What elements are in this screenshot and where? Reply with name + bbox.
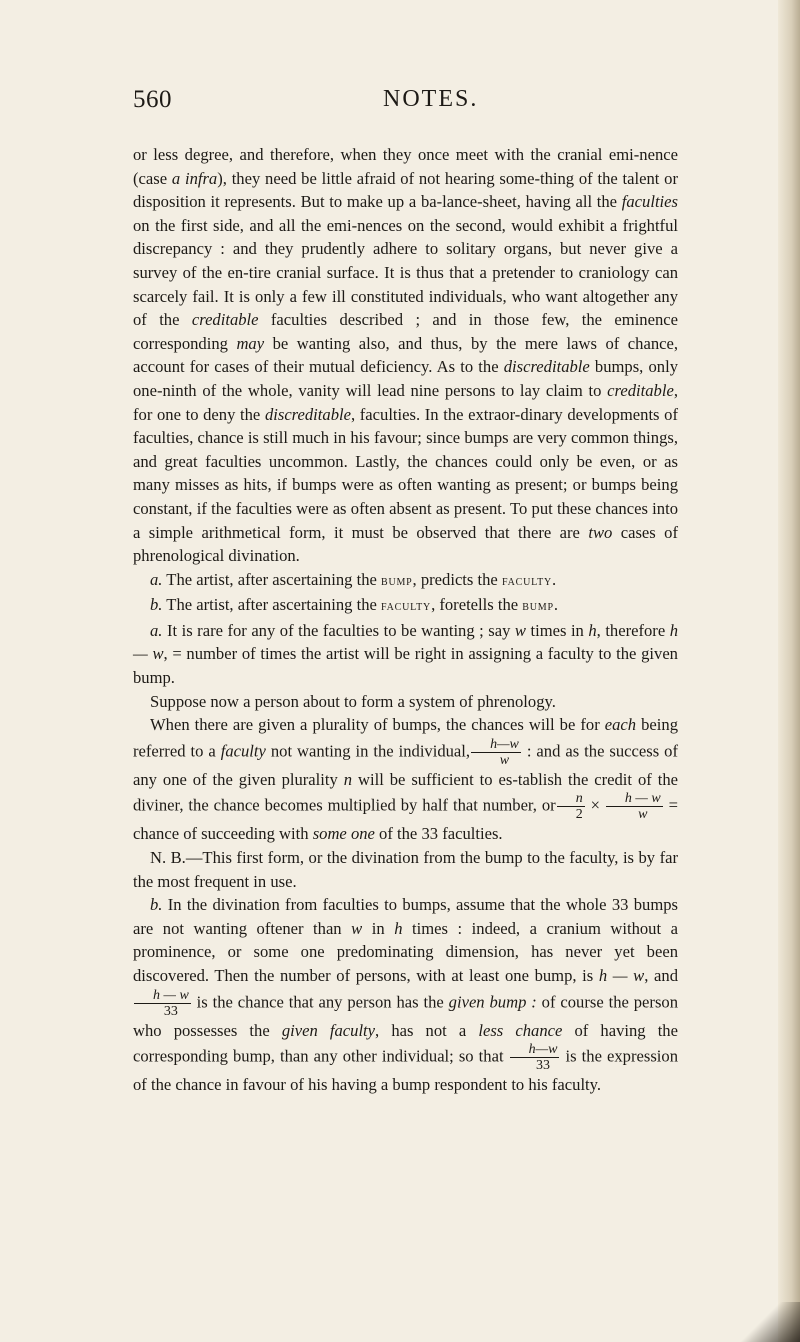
fraction-numerator: h—w (471, 737, 521, 753)
text-run: , for one to deny the (133, 380, 678, 424)
fraction-numerator: h — w (134, 988, 191, 1004)
text-run: = chance of succeeding with (133, 795, 679, 844)
text-run: is the expression of the chance in favour of his having a bump respondent to his faculty. (133, 1046, 678, 1095)
case-a-rare (133, 619, 678, 690)
fraction-denominator: 33 (163, 1003, 178, 1019)
paragraph-chance (133, 143, 678, 568)
italic-run: discreditable (264, 404, 351, 424)
math-var: w (514, 620, 526, 640)
italic-run: given bump : (448, 991, 537, 1011)
text-run: When there are given a plurality of bumps, the chances will be for (150, 715, 605, 735)
fraction-h-minus-w-over-w (606, 791, 663, 822)
text-run: being referred to a (133, 715, 678, 761)
math-expr: h — w (598, 966, 645, 985)
fraction-numerator: h—w (510, 1042, 560, 1058)
text-run: The artist, after ascertaining the (162, 569, 381, 589)
text-run: bumps, only one-ninth of the whole, vanity will lead nine persons to lay claim to (133, 357, 678, 400)
text-run: , has not a (375, 1020, 479, 1040)
italic-run: some one (312, 824, 375, 844)
body-text (133, 143, 678, 1097)
italic-run: a infra (171, 168, 218, 188)
case-label: b. (150, 595, 163, 615)
text-run: : and as the success of any one of the given plurality (133, 741, 678, 789)
text-run: , therefore (596, 620, 670, 640)
text-run: or less degree, and therefore, when they once meet with the cranial emi-nence (case (133, 145, 678, 188)
case-b-faculty (133, 593, 678, 619)
italic-run: given faculty (281, 1020, 376, 1040)
running-title: NOTES. (383, 86, 479, 112)
text-run: of the 33 faculties. (374, 824, 503, 844)
text-run: times : indeed, a cranium without a prominence, or some one predominating dimension, has never yet been discovered. Then the number of persons, with at least one bump, is (133, 918, 678, 985)
text-run: in (362, 918, 395, 938)
fraction-h-minus-w-over-33 (510, 1042, 560, 1073)
fraction-numerator: n (557, 791, 585, 807)
text-run: times in (525, 620, 589, 640)
small-caps-run: bump (381, 573, 413, 589)
text-run: In the divination from faculties to bumps, assume that the whole 33 bumps are not wanting oftener than (133, 895, 678, 938)
text-run: , foretells the (431, 595, 523, 615)
note-nb: N. B.—This first form, or the divination from the bump to the faculty, is by far the most frequent in use. (133, 848, 678, 891)
text-run: on the first side, and all the emi-nences on the second, would exhibit a frightful discrepancy : and they prudently adhere to solitary organs, but never give a survey of the en-tire cranial surface. It is thus that a pretender to craniology can scarcely fail. It is only a few ill constituted individuals, who want altogether any of the (133, 215, 678, 330)
page-edge (778, 0, 800, 1342)
small-caps-run: faculty (381, 599, 432, 615)
text-run: faculties described ; and in those few, the eminence corresponding (133, 310, 678, 353)
page-number: 560 (133, 86, 172, 113)
page-corner-shadow (740, 1302, 800, 1342)
text-run: cases of phrenological divination. (133, 522, 679, 566)
italic-run: faculties (621, 192, 678, 212)
fraction-denominator: w (499, 752, 510, 768)
case-label: b. (150, 895, 163, 915)
page-header (133, 86, 668, 122)
text-run: is the chance that any person has the (191, 991, 449, 1011)
text-run: not wanting in the individual, (265, 741, 471, 761)
math-var: w (351, 918, 363, 938)
italic-run: may (236, 333, 265, 353)
small-caps-run: bump (522, 599, 554, 615)
math-var: n (343, 769, 353, 789)
text-run: will be sufficient to es-tablish the credit of the diviner, the chance becomes multiplied by half that number, or (133, 769, 678, 815)
text-run: . (552, 569, 557, 589)
case-b-faculties-to-bumps (133, 893, 678, 1097)
text-run: , faculties. In the extraor-dinary developments of faculties, chance is still much in his favour; since bumps are very common things, and great faculties uncommon. Lastly, the chances could only be even, or as many misses as hits, if bumps were as often wanting as present; or bumps being constant, if the faculties were as often absent as present. To put these chances into a simple arithmetical form, it must be observed that there are (133, 404, 678, 542)
text-run: . (553, 595, 558, 615)
text-run: be wanting also, and thus, by the mere laws of chance, account for cases of their mutual deficiency. As to the (133, 333, 679, 377)
text-run: of course the person who possesses the (133, 991, 678, 1040)
italic-run: faculty (220, 741, 266, 761)
paragraph-suppose: Suppose now a person about to form a system of phrenology. (150, 691, 556, 711)
text-run: The artist, after ascertaining the (162, 595, 381, 615)
text-run: , predicts the (412, 569, 502, 589)
case-label: a. (150, 620, 163, 640)
case-a-bump (133, 568, 678, 594)
fraction-h-minus-w-over-w (471, 737, 521, 768)
small-caps-run: faculty (501, 573, 553, 589)
fraction-h-minus-w-over-33 (134, 988, 191, 1019)
italic-run: discreditable (503, 357, 590, 377)
fraction-numerator: h — w (606, 791, 663, 807)
italic-run: creditable (191, 310, 259, 330)
italic-run: creditable (607, 380, 674, 400)
fraction-denominator: 2 (575, 807, 583, 823)
math-var: h (394, 918, 403, 938)
italic-run: each (604, 715, 637, 735)
text-run: of having the corresponding bump, than any other individual; so that (133, 1020, 678, 1066)
italic-run: two (588, 522, 613, 542)
fraction-denominator: 33 (536, 1058, 551, 1074)
paragraph-plurality (133, 713, 678, 846)
case-label: a. (150, 569, 163, 589)
text-run: It is rare for any of the faculties to be wanting ; say (162, 620, 515, 640)
text-run: , = number of times the artist will be right in assigning a faculty to the given bump. (133, 644, 678, 688)
fraction-n-over-2 (557, 791, 585, 822)
math-expr: h — w (133, 620, 679, 664)
fraction-denominator: w (638, 807, 648, 823)
times-sign: × (585, 795, 605, 815)
italic-run: less chance (478, 1020, 563, 1040)
text-run: , and (644, 966, 679, 985)
math-var: h (588, 620, 597, 640)
text-run: ), they need be little afraid of not hearing some-thing of the talent or disposition it represents. But to make up a ba-lance-sheet, having all the (133, 168, 678, 212)
